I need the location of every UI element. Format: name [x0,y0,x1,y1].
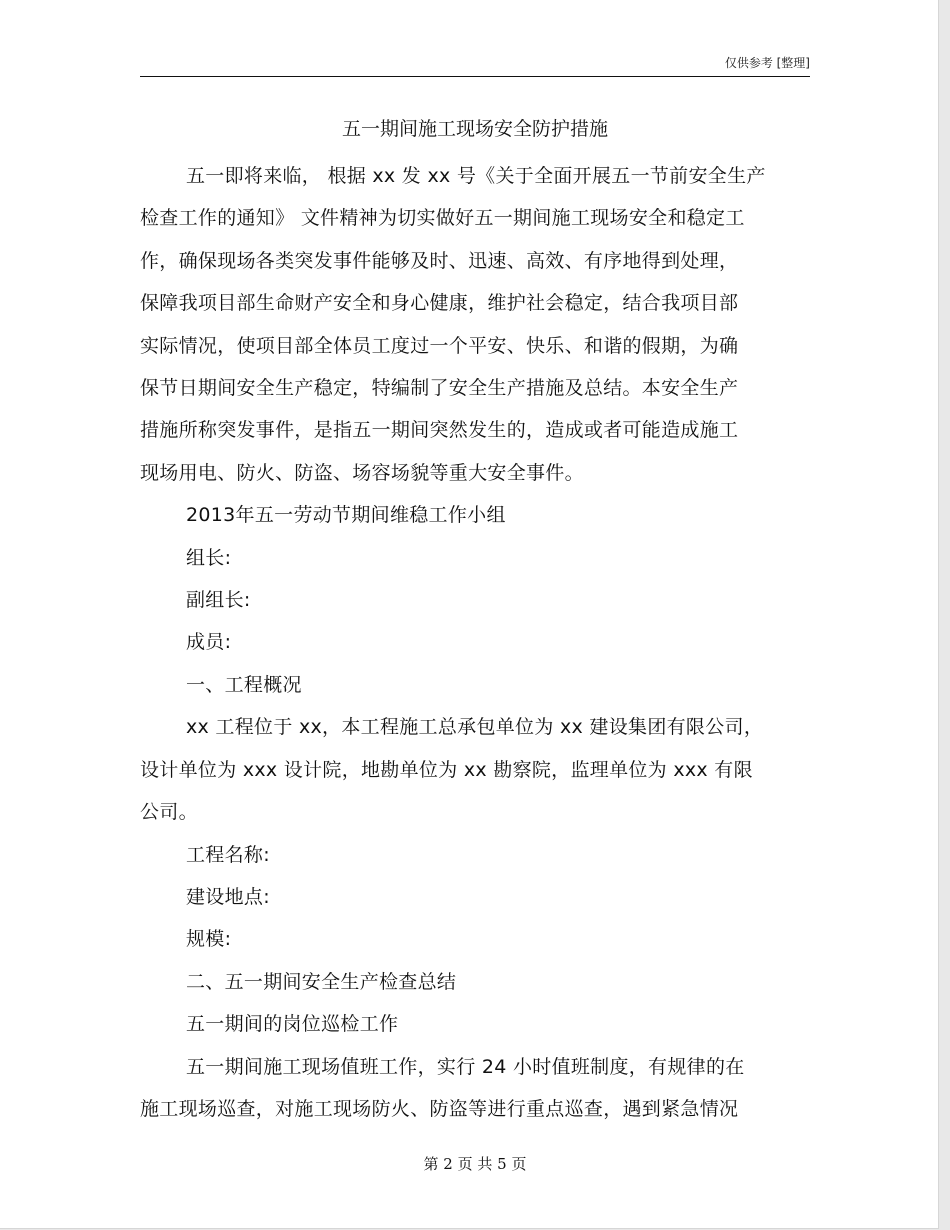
members-label: 成员: [186,631,232,654]
text-line: 实际情况，使项目部全体员工度过一个平安、快乐、和谐的假期，为确 [140,334,739,357]
text-line: 公司。 [140,801,198,824]
scale-label: 规模: [186,928,232,951]
patrol-paragraph [140,1046,812,1131]
deputy-leader-label: 副组长: [186,589,251,612]
text-line: 检查工作的通知》 文件精神为切实做好五一期间施工现场安全和稳定工 [140,207,745,230]
section-heading-overview: 一、工程概况 [186,673,302,696]
text-line: 设计单位为 xxx 设计院，地勘单位为 xx 勘察院，监理单位为 xxx 有限 [140,758,753,781]
page-footer: 第 2 页 共 5 页 [423,1155,527,1173]
section-heading-inspection: 二、五一期间安全生产检查总结 [186,970,457,993]
document-body [140,155,812,1130]
text-line: 五一即将来临， 根据 xx 发 xx 号《关于全面开展五一节前安全生产 [186,165,766,187]
leader-label: 组长: [186,546,232,569]
page-header: 仅供参考 [整理] [724,56,810,70]
group-title: 2013年五一劳动节期间维稳工作小组 [186,504,506,527]
header-divider [140,76,810,77]
text-line: 保障我项目部生命财产安全和身心健康，维护社会稳定，结合我项目部 [140,292,739,315]
intro-paragraph [140,155,812,494]
overview-paragraph [140,706,812,833]
text-line: 施工现场巡查，对施工现场防火、防盗等进行重点巡查，遇到紧急情况 [140,1097,739,1120]
subsection-heading-patrol: 五一期间的岗位巡检工作 [186,1013,399,1036]
document-title: 五一期间施工现场安全防护措施 [341,118,608,140]
text-line: xx 工程位于 xx，本工程施工总承包单位为 xx 建设集团有限公司， [186,716,764,739]
text-line: 五一期间施工现场值班工作，实行 24 小时值班制度，有规律的在 [186,1055,745,1078]
text-line: 现场用电、防火、防盗、场容场貌等重大安全事件。 [140,461,584,484]
text-line: 措施所称突发事件，是指五一期间突然发生的，造成或者可能造成施工 [140,419,739,442]
project-name-label: 工程名称: [186,843,270,866]
text-line: 作，确保现场各类突发事件能够及时、迅速、高效、有序地得到处理， [140,249,739,272]
text-line: 保节日期间安全生产稳定，特编制了安全生产措施及总结。本安全生产 [140,377,739,400]
location-label: 建设地点: [186,885,270,908]
